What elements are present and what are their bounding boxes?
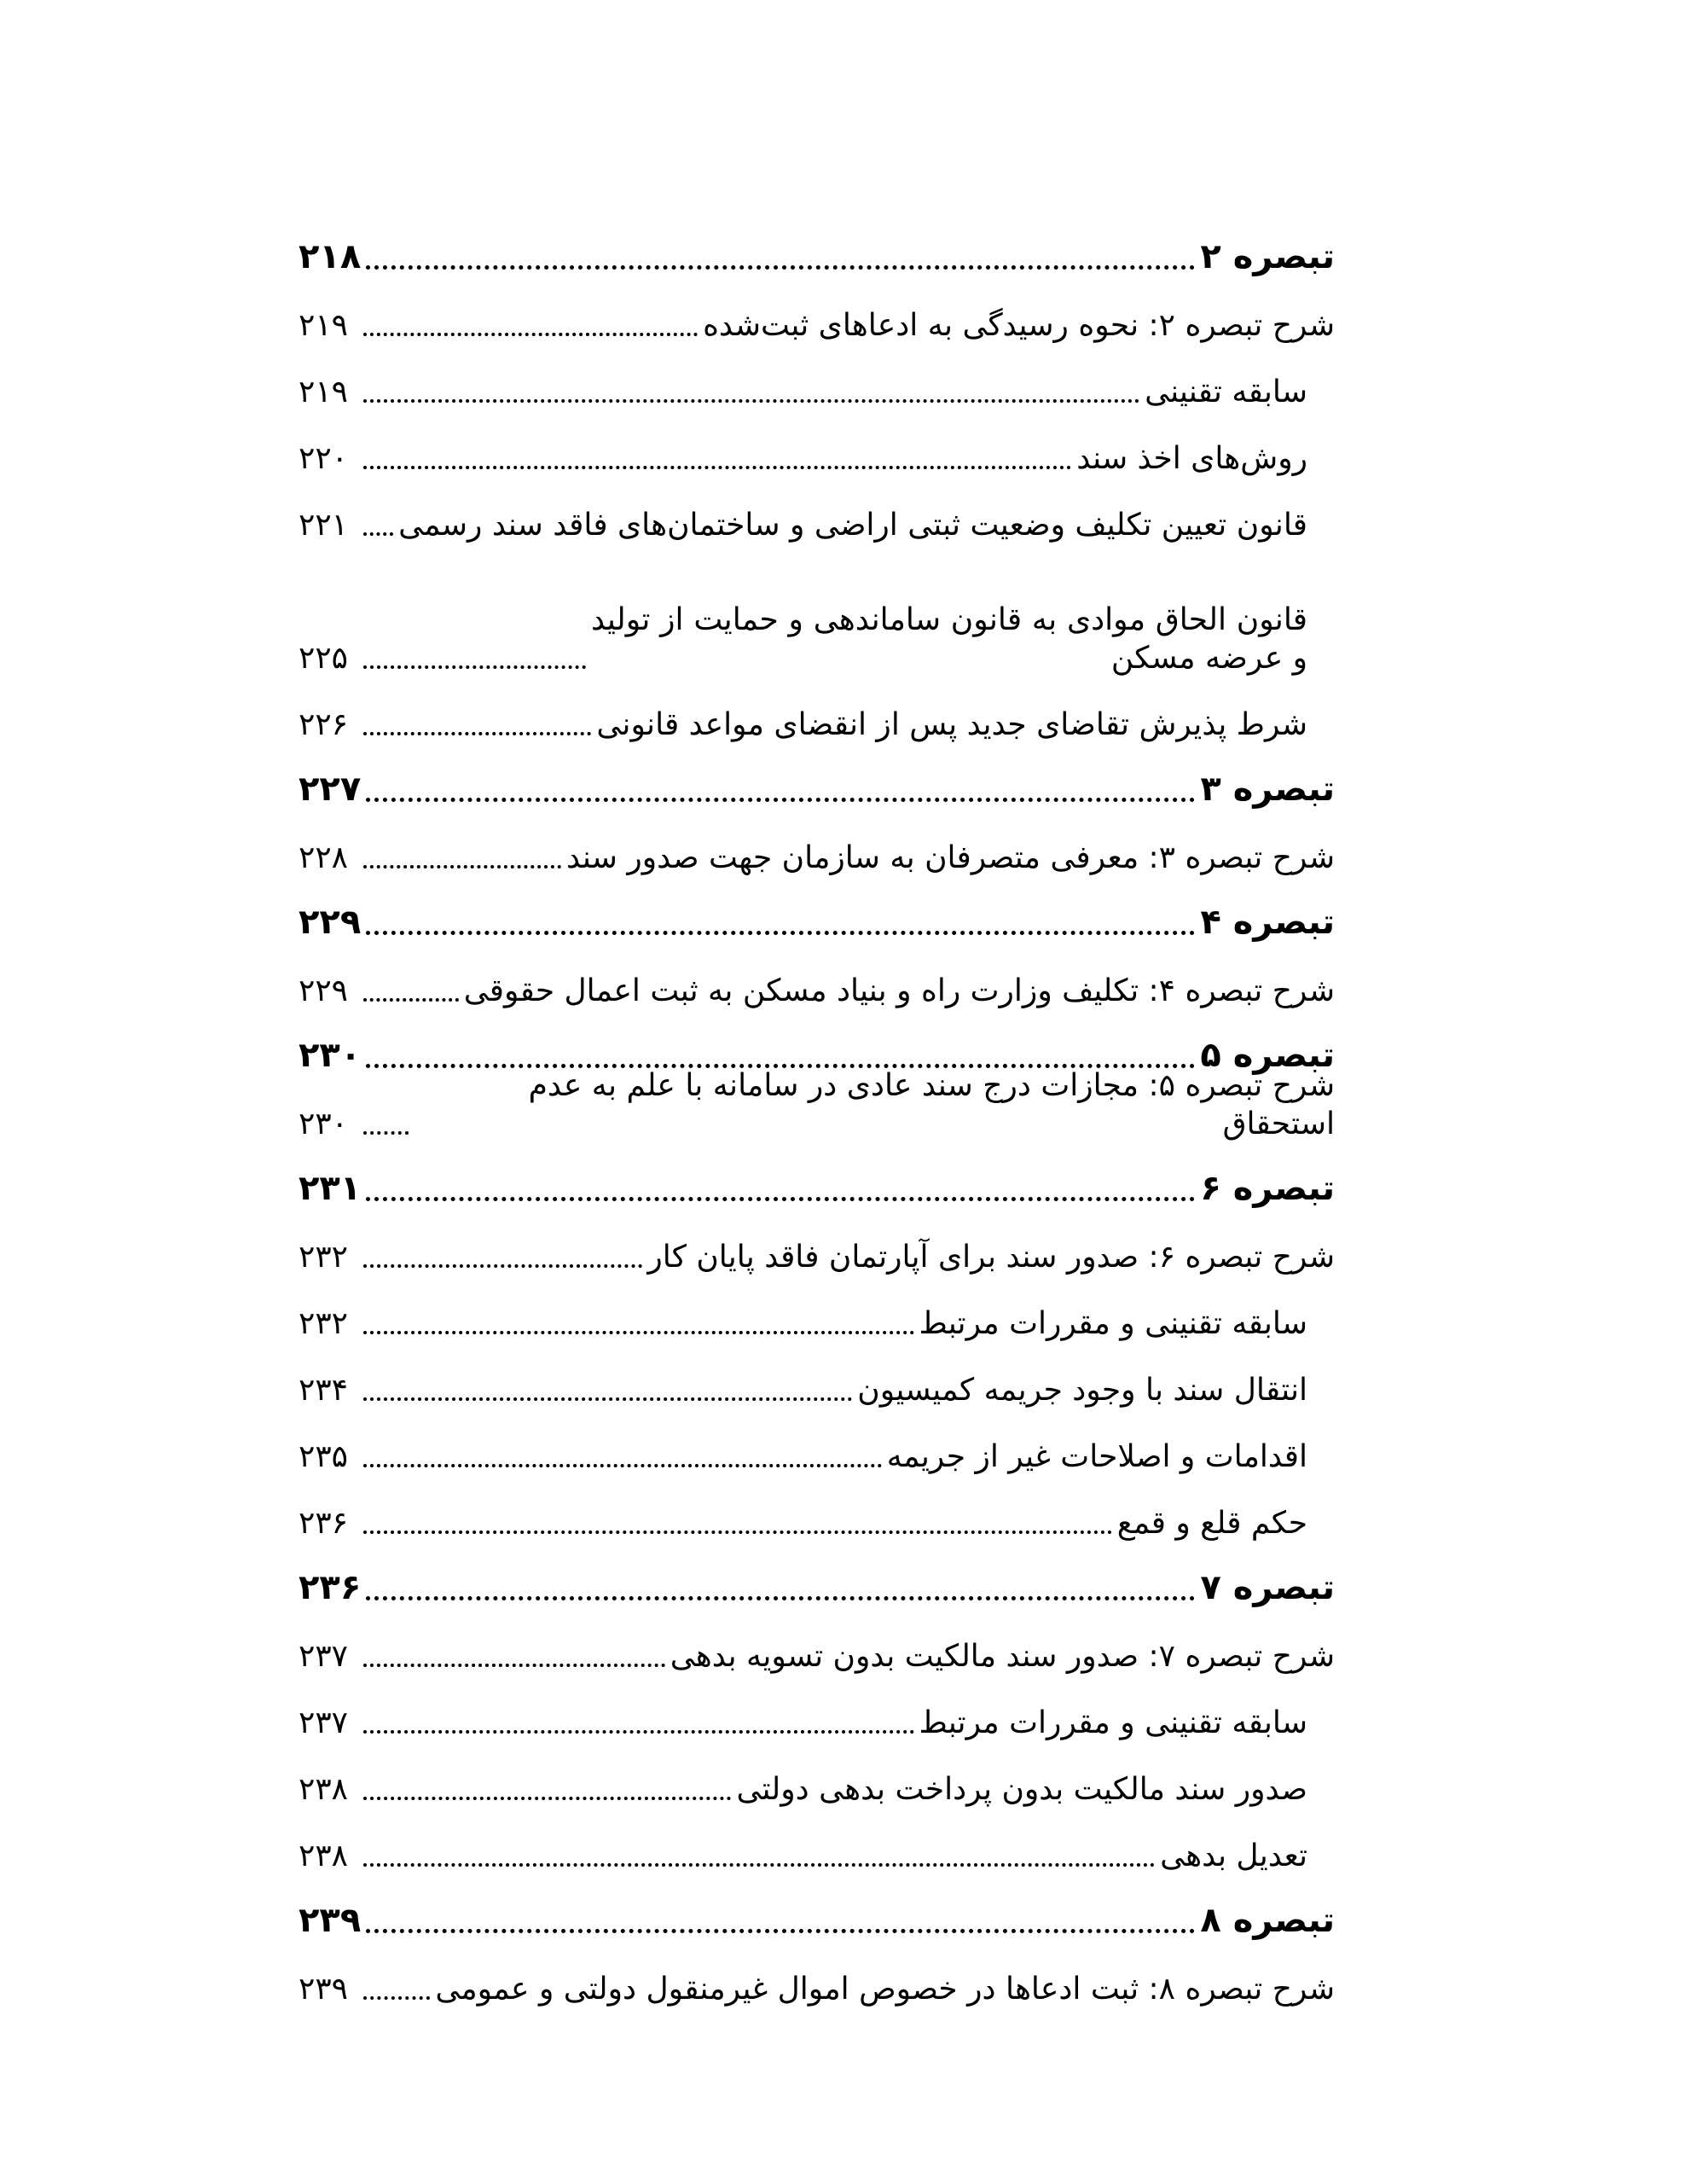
toc-entry-title: سابقه تقنینی و مقررات مرتبط [919, 1306, 1307, 1341]
toc-entry-title: تبصره ۵ [1200, 1036, 1335, 1075]
toc-entry-title: سابقه تقنینی و مقررات مرتبط [919, 1705, 1307, 1740]
toc-entry-title: تبصره ۲ [1200, 237, 1335, 276]
table-of-contents [299, 212, 1335, 2008]
toc-entry-title: تبصره ۴ [1200, 903, 1335, 942]
toc-entry-title: شرح تبصره ۸: ثبت ادعاها در خصوص اموال غیرمنقول دولتی و عمومی [435, 1972, 1335, 2007]
dot-leader [363, 665, 586, 669]
toc-subentry[interactable] [299, 1276, 1335, 1343]
toc-page-number: ۲۳۶ [299, 1506, 349, 1541]
dot-leader [363, 997, 459, 1002]
toc-subentry[interactable] [299, 345, 1335, 411]
toc-entry-heading[interactable] [299, 877, 1335, 944]
toc-page-number: ۲۳۰ [299, 1036, 362, 1075]
toc-subentry[interactable] [299, 1343, 1335, 1409]
toc-subentry[interactable] [299, 1409, 1335, 1476]
toc-page-number: ۲۳۲ [299, 1306, 349, 1341]
toc-entry-title: شرح تبصره ۲: نحوه رسیدگی به ادعاهای ثبت‌شده [703, 308, 1335, 343]
toc-entry-heading[interactable] [299, 1542, 1335, 1609]
toc-entry-title: قانون الحاق موادی به قانون ساماندهی و حمایت از تولید و عرضه مسکن [591, 602, 1307, 676]
toc-page-number: ۲۱۹ [299, 375, 349, 410]
toc-entry-title: تعدیل بدهی [1160, 1838, 1307, 1873]
toc-entry-title: شرح تبصره ۵: مجازات درج سند عادی در سامانه با علم به عدم استحقاق [528, 1068, 1335, 1141]
toc-entry-title: شرح تبصره ۶: صدور سند برای آپارتمان فاقد پایان کار [647, 1240, 1335, 1275]
toc-page-number: ۲۳۲ [299, 1240, 349, 1275]
dot-leader [363, 332, 698, 336]
toc-entry-heading[interactable] [299, 1143, 1335, 1210]
toc-entry-title: تبصره ۸ [1200, 1901, 1335, 1940]
toc-page-number: ۲۳۷ [299, 1705, 349, 1740]
dot-leader [363, 1263, 642, 1268]
toc-subentry[interactable] [299, 478, 1335, 544]
toc-page-number: ۲۲۸ [299, 840, 349, 875]
dot-leader [363, 1130, 409, 1135]
toc-subentry[interactable] [299, 544, 1335, 677]
toc-entry-title: روش‌های اخذ سند [1076, 441, 1307, 476]
dot-leader [363, 1663, 665, 1667]
toc-entry-title: شرح تبصره ۷: صدور سند مالکیت بدون تسویه بدهی [670, 1639, 1335, 1674]
toc-entry-title: سابقه تقنینی [1145, 375, 1307, 410]
dot-leader [363, 1530, 1112, 1534]
dot-leader [363, 1463, 882, 1467]
toc-entry[interactable] [299, 1609, 1335, 1676]
toc-entry-title: تبصره ۳ [1200, 770, 1335, 809]
toc-page-number: ۲۳۸ [299, 1772, 349, 1807]
toc-entry-title: شرح تبصره ۳: معرفی متصرفان به سازمان جهت صدور سند [565, 840, 1335, 875]
toc-entry-heading[interactable] [299, 744, 1335, 810]
toc-entry-title: انتقال سند با وجود جریمه کمیسیون [857, 1373, 1307, 1408]
dot-leader [366, 1595, 1195, 1600]
toc-page-number: ۲۱۹ [299, 308, 349, 343]
toc-page-number: ۲۲۵ [299, 641, 349, 676]
toc-page-number: ۲۳۰ [299, 1107, 349, 1141]
toc-subentry[interactable] [299, 1809, 1335, 1875]
toc-page-number: ۲۲۷ [299, 770, 362, 809]
dot-leader [363, 731, 591, 735]
toc-page-number: ۲۲۱ [299, 508, 349, 543]
toc-entry[interactable] [299, 1068, 1335, 1143]
toc-subentry[interactable] [299, 1476, 1335, 1542]
toc-entry-title: شرح تبصره ۴: تکلیف وزارت راه و بنیاد مسکن به ثبت اعمال حقوقی [463, 973, 1335, 1008]
dot-leader [363, 1729, 914, 1734]
dot-leader [363, 531, 393, 536]
toc-page-number: ۲۲۹ [299, 973, 349, 1008]
dot-leader [363, 1995, 430, 2000]
dot-leader [363, 864, 561, 868]
dot-leader [363, 1796, 731, 1800]
dot-leader [366, 1196, 1195, 1201]
toc-subentry[interactable] [299, 1742, 1335, 1809]
toc-page-number: ۲۳۵ [299, 1439, 349, 1474]
dot-leader [366, 1928, 1195, 1933]
dot-leader [366, 930, 1195, 935]
toc-entry[interactable] [299, 1210, 1335, 1276]
dot-leader [363, 1330, 914, 1334]
toc-page-number: ۲۳۹ [299, 1901, 362, 1940]
dot-leader [363, 1397, 852, 1401]
toc-entry-heading[interactable] [299, 212, 1335, 278]
dot-leader [366, 264, 1195, 270]
toc-page-number: ۲۳۸ [299, 1838, 349, 1873]
toc-entry-title: حکم قلع و قمع [1116, 1506, 1307, 1541]
toc-entry[interactable] [299, 1942, 1335, 2008]
toc-entry-title: قانون تعیین تکلیف وضعیت ثبتی اراضی و ساختمان‌های فاقد سند رسمی [398, 508, 1307, 543]
toc-entry-title: تبصره ۷ [1200, 1568, 1335, 1607]
dot-leader [366, 797, 1195, 802]
dot-leader [363, 1862, 1155, 1867]
toc-entry-heading[interactable] [299, 1875, 1335, 1942]
toc-page-number: ۲۳۹ [299, 1972, 349, 2007]
toc-page-number: ۲۲۹ [299, 903, 362, 942]
dot-leader [363, 465, 1071, 469]
dot-leader [363, 398, 1139, 403]
toc-entry-title: تبصره ۶ [1200, 1169, 1335, 1208]
toc-entry-title: شرط پذیرش تقاضای جدید پس از انقضای مواعد قانونی [596, 707, 1307, 742]
toc-page-number: ۲۲۰ [299, 441, 349, 476]
toc-page-number: ۲۱۸ [299, 237, 362, 276]
toc-page-number: ۲۲۶ [299, 707, 349, 742]
toc-subentry[interactable] [299, 677, 1335, 744]
toc-entry[interactable] [299, 810, 1335, 877]
toc-page-number: ۲۳۶ [299, 1568, 362, 1607]
toc-page-number: ۲۳۱ [299, 1169, 362, 1208]
toc-subentry[interactable] [299, 1676, 1335, 1742]
toc-entry-title: صدور سند مالکیت بدون پرداخت بدهی دولتی [736, 1772, 1307, 1807]
toc-page-number: ۲۳۷ [299, 1639, 349, 1674]
toc-subentry[interactable] [299, 411, 1335, 478]
toc-entry[interactable] [299, 278, 1335, 345]
toc-entry-title: اقدامات و اصلاحات غیر از جریمه [886, 1439, 1307, 1474]
toc-entry[interactable] [299, 944, 1335, 1010]
toc-page-number: ۲۳۴ [299, 1373, 349, 1408]
